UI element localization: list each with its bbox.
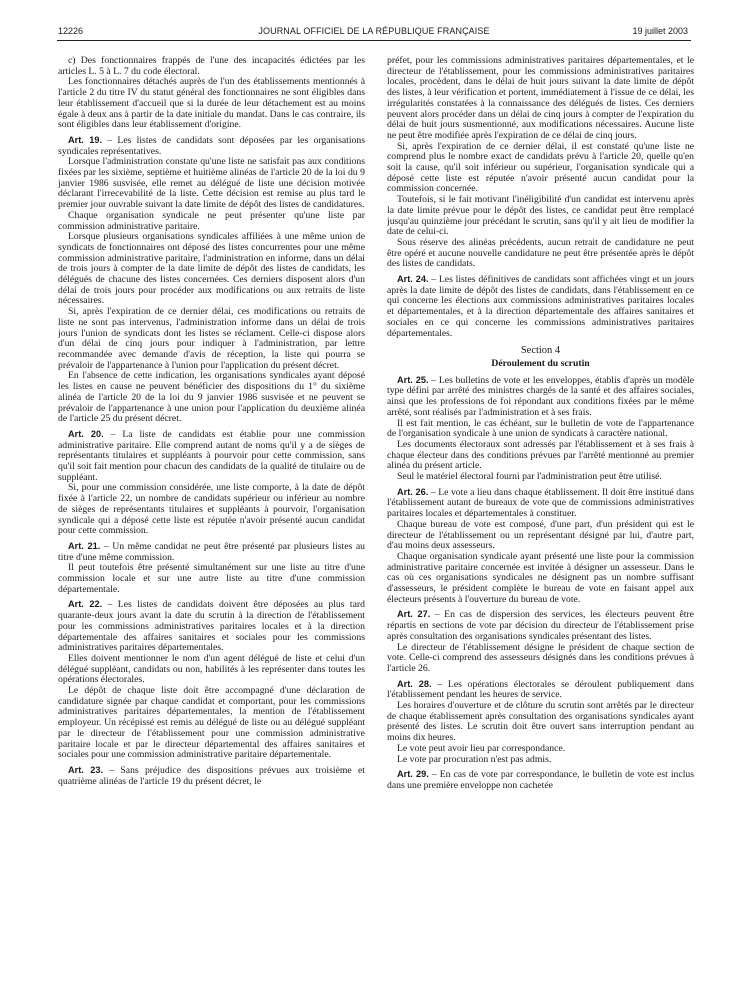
article-25 xyxy=(387,375,694,419)
page-number: 12226 xyxy=(58,26,84,36)
paragraph: Les documents électoraux sont adressés par l'établissement et à ses frais à chaque électeur dans des conditions prévues par l'arrêté mentionné au premier alinéa du présent article. xyxy=(387,438,694,472)
article-text: – Les listes définitives de candidats sont affichées vingt et un jours après la date limite de dépôt des listes de candidats, dans l'établissement en ce qui concerne les élections aux commissions administratives paritaires locales et départementales, et à la direction départementale des affaires sanitaires et sociales en ce qui concerne les commissions administratives paritaires départementales. xyxy=(387,274,694,339)
paragraph: Les horaires d'ouverture et de clôture du scrutin sont arrêtés par le directeur de chaque établissement après consultation des organisations syndicales ayant présenté des listes. Le scrutin doit être ouvert sans interruption pendant au moins dix heures. xyxy=(387,700,694,744)
paragraph: Toutefois, si le fait motivant l'inéligibilité d'un candidat est intervenu après la date limite prévue pour le dépôt des listes, ce candidat peut être remplacé jusqu'au quinzième jour précédant le scrutin, sans qu'il y ait lieu de modifier la date de celui-ci. xyxy=(387,194,694,238)
paragraph: Chaque bureau de vote est composé, d'une part, d'un président qui est le directeur de l'établissement ou un représentant désigné par lui, d'autre part, d'au moins deux assesseurs. xyxy=(387,518,694,552)
paragraph: Chaque organisation syndicale ne peut présenter qu'une liste par commission administrative paritaire. xyxy=(58,209,365,232)
article-number: Art. 28. xyxy=(397,678,432,689)
article-number: Art. 27. xyxy=(397,609,431,620)
article-26 xyxy=(387,487,694,520)
article-number: Art. 26. xyxy=(397,486,429,497)
paragraph: Le vote par procuration n'est pas admis. xyxy=(397,753,552,765)
paragraph: préfet, pour les commissions administratives paritaires départementales, et le directeur de l'établissement, pour les commissions administratives paritaires locales, procèdent, dans le délai de huit jours suivant la date limite de dépôt des listes, à leur vérification et portent, immédiatement à l'issue de ce délai, les irrégularités constatées à la connaissance des délégués de listes. Ces derniers peuvent alors procéder dans un délai de cinq jours à compter de l'expiration du délai de huit jours susmentionné, aux modifications nécessaires. Aucune liste ne peut être modifiée après l'expiration de ce délai de cinq jours. xyxy=(387,56,694,141)
article-number: Art. 24. xyxy=(397,274,429,285)
article-text: – Un même candidat ne peut être présenté par plusieurs listes au titre d'une même commission. xyxy=(58,540,365,563)
article-text: – Les listes de candidats sont déposées par les organisations syndicales représentatives. xyxy=(58,134,365,157)
article-text: – Les bulletins de vote et les enveloppes, établis d'après un modèle type défini par arrêté des ministres chargés de la santé et des affaires sociales, ainsi que les professions de foi répondant aux conditions fixées par le même arrêté, sont réalisés par l'administration et à ses frais. xyxy=(387,374,694,418)
paragraph: Le directeur de l'établissement désigne le président de chaque section de vote. Celle-ci comprend des assesseurs désignés dans les conditions prévues à l'article 26. xyxy=(387,641,694,674)
paragraph: Le vote peut avoir lieu par correspondance. xyxy=(397,742,566,754)
paragraph: Lorsque l'administration constate qu'une liste ne satisfait pas aux conditions fixées par les sixième, septième et huitième alinéas de l'article 20 de la loi du 9 janvier 1986 susvisée, elle remet au délégué de liste une décision motivée déclarant l'irrecevabilité de la liste. Cette décision est remise au plus tard le premier jour ouvrable suivant la date limite de dépôt des listes de candidatures. xyxy=(58,156,365,211)
article-21 xyxy=(58,541,365,563)
paragraph: Lorsque plusieurs organisations syndicales affiliées à une même union de syndicats de fonctionnaires ont déposé des listes concurrentes pour une même commission administrative paritaire, l'administration en informe, dans un délai de trois jours à compter de la date limite de dépôt des listes de candidats, les délégués de chacune des listes concernées. Ces derniers disposent alors d'un délai de trois jours pour procéder aux modifications ou aux retraits de liste nécessaires. xyxy=(58,231,365,307)
article-number: Art. 29. xyxy=(397,769,429,780)
article-text: – Sans préjudice des dispositions prévues aux troisième et quatrième alinéas de l'article 19 du présent décret, le xyxy=(58,765,365,787)
article-27 xyxy=(387,609,694,642)
article-text: – En cas de vote par correspondance, le bulletin de vote est inclus dans une première enveloppe non cachetée xyxy=(387,769,694,791)
article-24 xyxy=(387,274,694,339)
paragraph: Elles doivent mentionner le nom d'un agent délégué de liste et celui d'un délégué suppléant, candidats ou non, habilités à les représenter dans toutes les opérations électorales. xyxy=(58,652,365,686)
paragraph: Sous réserve des alinéas précédents, aucun retrait de candidature ne peut être opéré et aucune nouvelle candidature ne peut être présentée après le dépôt des listes de candidats. xyxy=(387,236,694,270)
article-28 xyxy=(387,679,694,701)
paragraph: Les fonctionnaires détachés auprès de l'un des établissements mentionnés à l'article 2 du titre IV du statut général des fonctionnaires ne sont éligibles dans leur établissement d'accueil que si la durée de leur détachement est au moins égale à deux ans à partir de la date initiale du mandat. Dans le cas contraire, ils sont éligibles dans leur établissement d'origine. xyxy=(58,76,365,131)
article-number: Art. 22. xyxy=(68,599,103,610)
paragraph: Chaque organisation syndicale ayant présenté une liste pour la commission administrative paritaire concernée est invitée à désigner un assesseur. Dans le cas où ces organisations syndicales ne désignent pas un nombre suffisant d'assesseurs, le président complète le bureau de vote en faisant appel aux électeurs présents à l'ouverture du bureau de vote. xyxy=(387,550,694,605)
section-subtitle: Déroulement du scrutin xyxy=(491,357,590,369)
paragraph: Si, après l'expiration de ce dernier délai, il est constaté qu'une liste ne comprend plus le nombre exact de candidats prévu à l'article 20, quelle qu'en soit la cause, qu'il soit inférieur ou supérieur, l'organisation syndicale qui a déposé cette liste est réputée n'avoir présenté aucun candidat pour la commission concernée. xyxy=(387,140,694,195)
publication-date: 19 juillet 2003 xyxy=(632,26,688,36)
paragraph: c) Des fonctionnaires frappés de l'une des incapacités édictées par les articles L. 5 à L. 7 du code électoral. xyxy=(58,56,365,77)
article-number: Art. 23. xyxy=(68,765,103,775)
article-text: – La liste de candidats est établie pour une commission administrative paritaire. Elle comprend autant de noms qu'il y a de sièges de représentants titulaires et suppléants à pourvoir pour cette commission, sans qu'il soit fait mention pour chacun des candidats de la qualité de titulaire ou de suppléant. xyxy=(58,428,365,483)
article-19 xyxy=(58,135,365,157)
article-text: – Les opérations électorales se déroulent publiquement dans l'établissement pendant les heures de service. xyxy=(387,678,694,701)
article-number: Art. 21. xyxy=(68,540,101,551)
article-29 xyxy=(387,769,694,791)
paragraph: En l'absence de cette indication, les organisations syndicales ayant déposé les listes en cause ne peuvent bénéficier des dispositions du 1° du sixième alinéa de l'article 20 de la loi du 9 janvier 1986 susvisée et ne peuvent se prévaloir de l'appartenance à une union pour l'application du deuxième alinéa de l'article 25 du présent décret. xyxy=(58,370,365,425)
article-text: – Le vote a lieu dans chaque établissement. Il doit être institué dans l'établissement autant de bureaux de vote que de commissions administratives paritaires locales et départementales à constituer. xyxy=(387,486,694,520)
article-number: Art. 25. xyxy=(397,374,429,385)
journal-title: JOURNAL OFFICIEL DE LA RÉPUBLIQUE FRANÇAISE xyxy=(258,26,490,36)
article-text: – En cas de dispersion des services, les électeurs peuvent être répartis en sections de vote par décision du directeur de l'établissement prise après consultation des organisations syndicales présentant des listes. xyxy=(387,609,694,642)
page-header xyxy=(0,0,748,44)
article-number: Art. 19. xyxy=(68,134,103,145)
paragraph: Si, après l'expiration de ce dernier délai, ces modifications ou retraits de liste ne sont pas intervenus, l'administration informe dans un délai de trois jours l'union de syndicats dont les listes se réclament. Celle-ci dispose alors d'un délai de cinq jours pour indiquer à l'administration, par lettre recommandée avec demande d'avis de réception, la liste qui pourra se prévaloir de l'appartenance à l'union pour l'application du présent décret. xyxy=(58,306,365,371)
paragraph: Il est fait mention, le cas échéant, sur le bulletin de vote de l'appartenance de l'organisation syndicale à une union de syndicats à caractère national. xyxy=(387,417,694,440)
section-title: Section 4 xyxy=(520,345,561,357)
article-text: – Les listes de candidats doivent être déposées au plus tard quarante-deux jours avant la date du scrutin à la direction de l'établissement pour les commissions administratives paritaires locales et à la direction départementale des affaires sanitaires et sociales pour les commissions administratives paritaires départementales. xyxy=(58,599,365,654)
article-22 xyxy=(58,599,365,654)
paragraph: Seul le matériel électoral fourni par l'administration peut être utilisé. xyxy=(397,471,662,483)
paragraph: Il peut toutefois être présenté simultanément sur une liste au titre d'une commission locale et sur une autre liste au titre d'une commission départementale. xyxy=(58,562,365,595)
article-23 xyxy=(58,765,365,787)
article-number: Art. 20. xyxy=(68,428,104,439)
article-20 xyxy=(58,429,365,484)
header-rule xyxy=(57,40,691,41)
paragraph: Si, pour une commission considérée, une liste comporte, à la date de dépôt fixée à l'article 22, un nombre de candidats supérieur ou inférieur au nombre de sièges de représentants titulaires et suppléants à pourvoir, l'organisation syndicale qui a déposé cette liste est réputée n'avoir présenté aucun candidat pour cette commission. xyxy=(58,482,365,537)
left-column xyxy=(58,56,365,984)
paragraph: Le dépôt de chaque liste doit être accompagné d'une déclaration de candidature signée par chaque candidat et comportant, pour les commissions administratives paritaires départementales, la mention de l'établissement employeur. Un récépissé est remis au délégué de liste ou au délégué suppléant par le directeur de l'établissement pour une commission administrative paritaire locale et par le directeur départemental des affaires sanitaires et sociales pour une commission administrative paritaire départementale. xyxy=(58,685,365,761)
right-column xyxy=(387,56,694,984)
